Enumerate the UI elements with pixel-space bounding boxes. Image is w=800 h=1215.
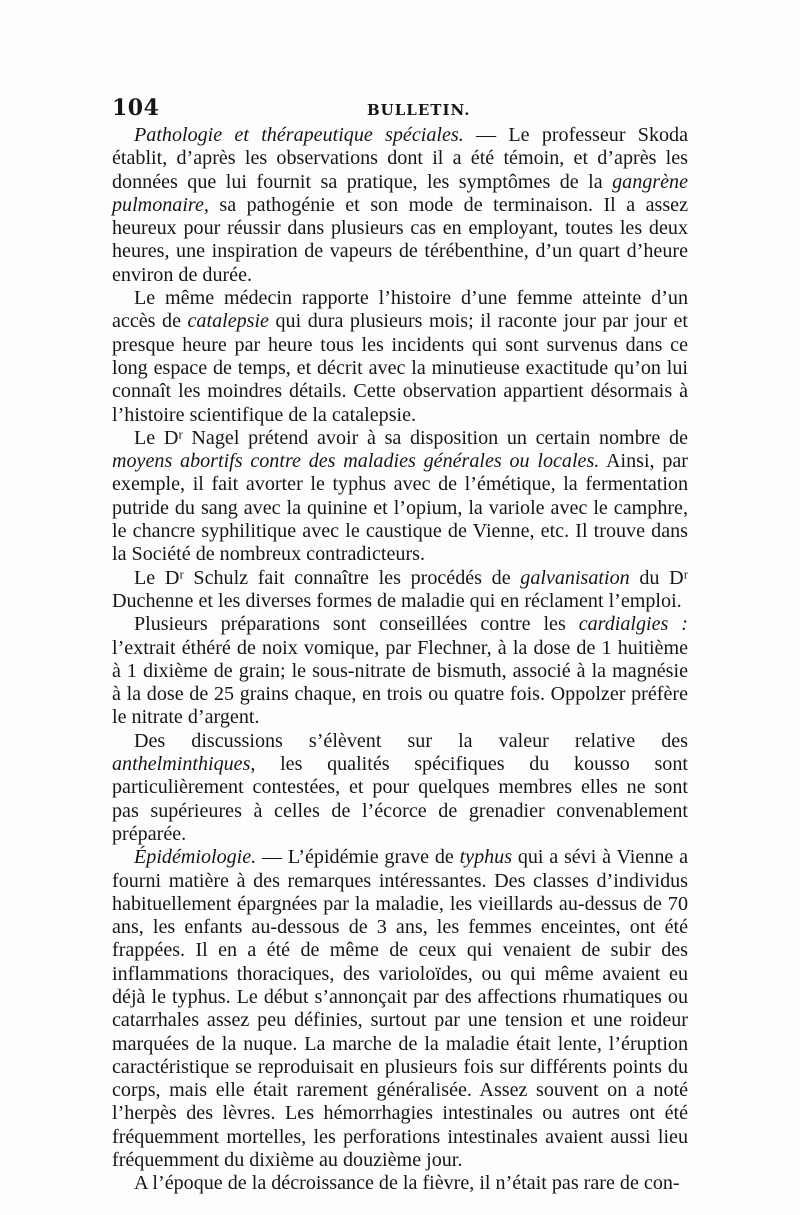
- italic-text: moyens abortifs contre des maladies générales ou locales.: [112, 450, 600, 473]
- paragraph: [112, 287, 688, 427]
- italic-text: galvanisation: [520, 566, 630, 589]
- text-run: sa pathogénie et son mode de terminaison. Il a assez heureux pour réussir dans plusieurs cas en employant, toutes les deux heures, une inspiration de vapeurs de térébenthine, d’un quart d’heure environ de durée.: [112, 193, 688, 286]
- paragraph: [112, 567, 688, 614]
- text-run: qui dura plusieurs mois; il raconte jour par jour et presque heure par heure tous les incidents qui sont survenus dans ce long espace de temps, et décrit avec la minutieuse exactitude qu’on lui connaît les moindres détails. Cette observation appartient désormais à l’histoire scientifique de la catalepsie.: [112, 310, 688, 426]
- text-run: Le Dʳ Nagel prétend avoir à sa disposition un certain nombre de: [134, 426, 688, 449]
- italic-text: gangrène pulmonaire,: [112, 170, 688, 216]
- running-title: BULLETIN.: [367, 101, 471, 119]
- text-run: Ainsi, par exemple, il fait avorter le typhus avec de l’émétique, la fermentation putride du sang avec la quinine et l’opium, la variole avec le camphre, le chancre syphilitique avec le caustique de Vienne, etc. Il trouve dans la Société de nombreux contradicteurs.: [112, 450, 688, 566]
- text-run: — Le professeur Skoda établit, d’après les observations dont il a été témoin, et d’après les données que lui fournit sa pratique, les symptômes de la: [112, 124, 689, 193]
- text-run: Le même médecin rapporte l’histoire d’une femme atteinte d’un accès de: [112, 287, 688, 333]
- page-header: [112, 95, 692, 125]
- italic-text: catalepsie: [187, 310, 269, 333]
- page-number: 104: [112, 95, 160, 121]
- italic-text: typhus: [459, 846, 513, 869]
- body-text: [112, 124, 688, 1196]
- italic-text: anthelminthiques,: [112, 753, 256, 776]
- text-run: Le Dʳ Schulz fait connaître les procédés de: [134, 566, 521, 589]
- italic-text: cardialgies :: [578, 613, 688, 636]
- text-run: qui a sévi à Vienne a fourni matière à des remarques intéressantes. Des classes d’individus habituellement épargnées par la maladie, les vieillards au-dessus de 70 ans, les enfants au-dessous de 3 ans, les femmes enceintes, ont été frappées. Il en a été de même de ceux qui venaient de subir des inflammations thoraciques, des varioloïdes, ou qui même avaient eu déjà le typhus. Le début s’annonçait par des affections rhumatiques ou catarrhales assez peu définies, surtout par une tension et une roideur marquées de la nuque. La marche de la maladie était lente, l’éruption caractéristique se reproduisait en plusieurs fois sur différents points du corps, mais elle était rarement généralisée. Assez souvent on a noté l’herpès des lèvres. Les hémorrhagies intestinales ou autres ont été fréquemment mortelles, les perforations intestinales avaient aussi lieu fréquemment du dixième au douzième jour.: [112, 846, 688, 1172]
- paragraph: [112, 846, 688, 1172]
- paragraph: [112, 1172, 688, 1195]
- text-run: du Dʳ Duchenne et les diverses formes de maladie qui en réclament l’emploi.: [112, 566, 688, 612]
- paragraph: [112, 613, 688, 729]
- paragraph: [112, 730, 688, 846]
- text-run: les qualités spécifiques du kousso sont particulièrement contestées, et pour quelques membres elles ne sont pas supérieures à celles de l’écorce de grenadier convenablement préparée.: [112, 753, 688, 845]
- italic-text: Épidémiologie.: [134, 846, 257, 869]
- text-run: Plusieurs préparations sont conseillées contre les: [134, 613, 579, 636]
- paragraph: [112, 124, 688, 287]
- text-run: A l’époque de la décroissance de la fièvre, il n’était pas rare de con-: [134, 1172, 680, 1195]
- italic-text: Pathologie et thérapeutique spéciales.: [134, 124, 464, 146]
- text-run: — L’épidémie grave de: [256, 846, 460, 869]
- text-run: Des discussions s’élèvent sur la valeur relative des: [134, 729, 688, 752]
- paragraph: [112, 427, 688, 567]
- text-run: l’extrait éthéré de noix vomique, par Flechner, à la dose de 1 huitième à 1 dixième de grain; le sous-nitrate de bismuth, associé à la magnésie à la dose de 25 grains chaque, en trois ou quatre fois. Oppolzer préfère le nitrate d’argent.: [112, 636, 688, 729]
